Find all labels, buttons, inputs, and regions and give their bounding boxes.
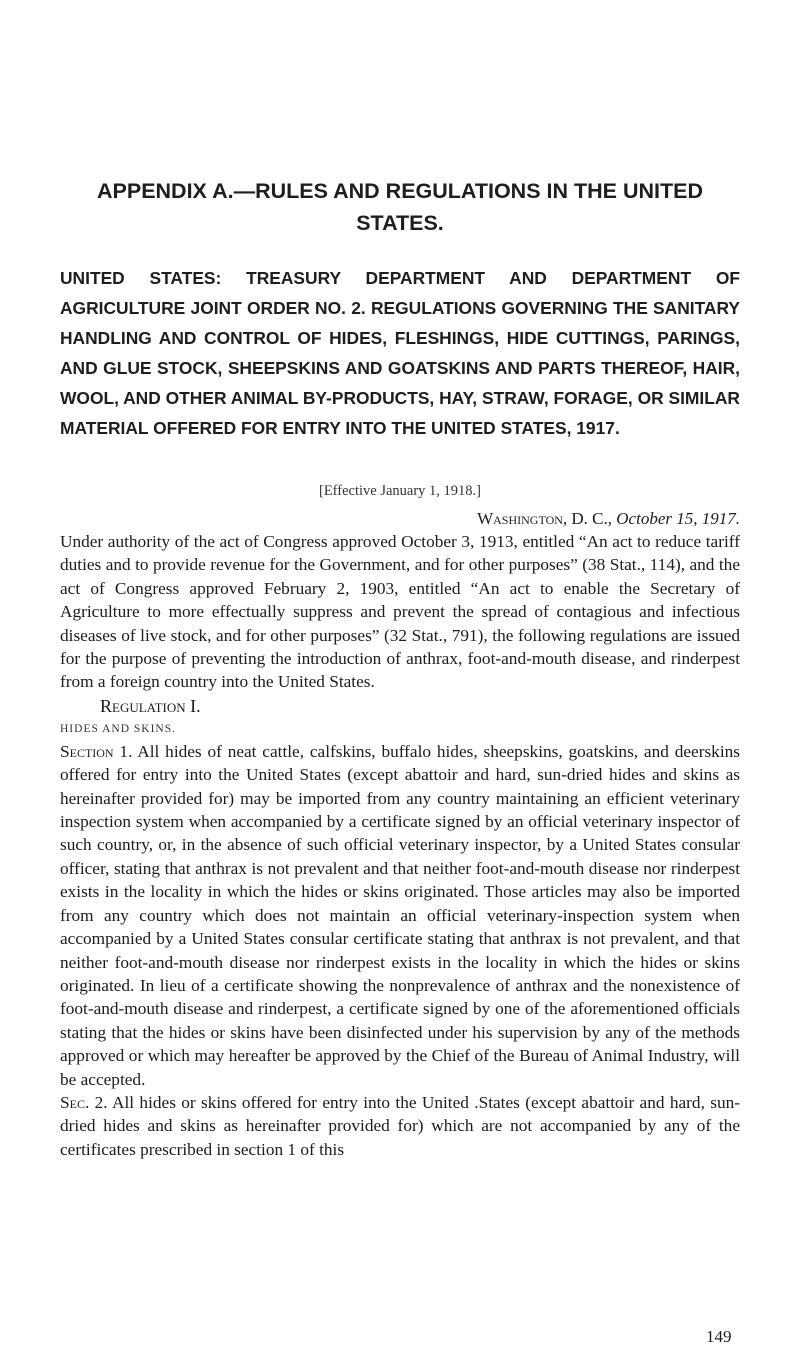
section-2-text: All hides or skins offered for entry into the United .States (except abattoir and hard, sun-dried hides and skins as hereinafter provided for) which are not accompanied by any of the certificates prescribed in section 1 of this [60,1092,741,1159]
dateline-place: Washington, D. C., [477,509,613,528]
section-1-label: Section 1. [60,741,133,761]
preamble-paragraph: Under authority of the act of Congress approved October 3, 1913, entitled “An act to reduce tariff duties and to provide revenue for the Government, and for other purposes” (38 Stat., 114), and the act of Congress approved February 2, 1903, entitled “An act to enable the Secretary of Agriculture to more effectually suppress and prevent the spread of contagious and infectious diseases of live stock, and for other purposes” (32 Stat., 791), the following regulations are issued for the purpose of preventing the introduction of anthrax, foot-and-mouth disease, and rinderpest from a foreign country into the United States. [60,532,740,692]
appendix-title: APPENDIX A.—RULES AND REGULATIONS IN THE UNITED STATES. [96,179,703,235]
section-1-paragraph [60,740,740,1091]
order-title: UNITED STATES: TREASURY DEPARTMENT AND DEPARTMENT OF AGRICULTURE JOINT ORDER NO. 2. REGULATIONS GOVERNING THE SANITARY HANDLING AND CONTROL OF HIDES, FLESHINGS, HIDE CUTTINGS, PARINGS, AND GLUE STOCK, SHEEPSKINS AND GOATSKINS AND PARTS THEREOF, HAIR, WOOL, AND OTHER ANIMAL BY-PRODUCTS, HAY, STRAW, FORAGE, OR SIMILAR MATERIAL OFFERED FOR ENTRY INTO THE UNITED STATES, 1917. [60,268,740,438]
section-1-text: All hides of neat cattle, calfskins, buffalo hides, sheepskins, goatskins, and deerskins offered for entry into the United States (except abattoir and hard, sun-dried hides and skins as hereinafter provided for) may be imported from any country maintaining an efficient veterinary inspection system when accompanied by a certificate signed by an official veterinary inspector of such country, or, in the absence of such official veterinary inspector, by a United States consular officer, stating that anthrax is not prevalent and that neither foot-and-mouth disease nor rinderpest exists in the locality in which the hides or skins originated. Those articles may also be imported from any country which does not maintain an official veterinary-inspection system when accompanied by a United States consular certificate stating that anthrax is not prevalent, and that neither foot-and-mouth disease nor rinderpest exists in the locality in which the hides or skins originated. In lieu of a certificate showing the nonprevalence of anthrax and the nonexistence of foot-and-mouth disease and rinderpest, a certificate signed by one of the aforementioned officials stating that the hides or skins have been disinfected under his supervision by any of the methods approved or which may hereafter be approved by the Chief of the Bureau of Animal Industry, will be accepted. [60,741,740,1089]
page-number: 149 [706,1327,732,1346]
body-text [60,530,740,1161]
regulation-heading: Regulation I. [100,695,201,716]
effective-date-note: [Effective January 1, 1918.] [319,483,481,499]
section-2-label: Sec. 2. [60,1092,108,1112]
dateline-date: October 15, 1917. [616,509,740,528]
section-2-paragraph [60,1091,740,1161]
dateline [60,507,740,531]
regulation-subheading: HIDES AND SKINS. [60,722,176,735]
